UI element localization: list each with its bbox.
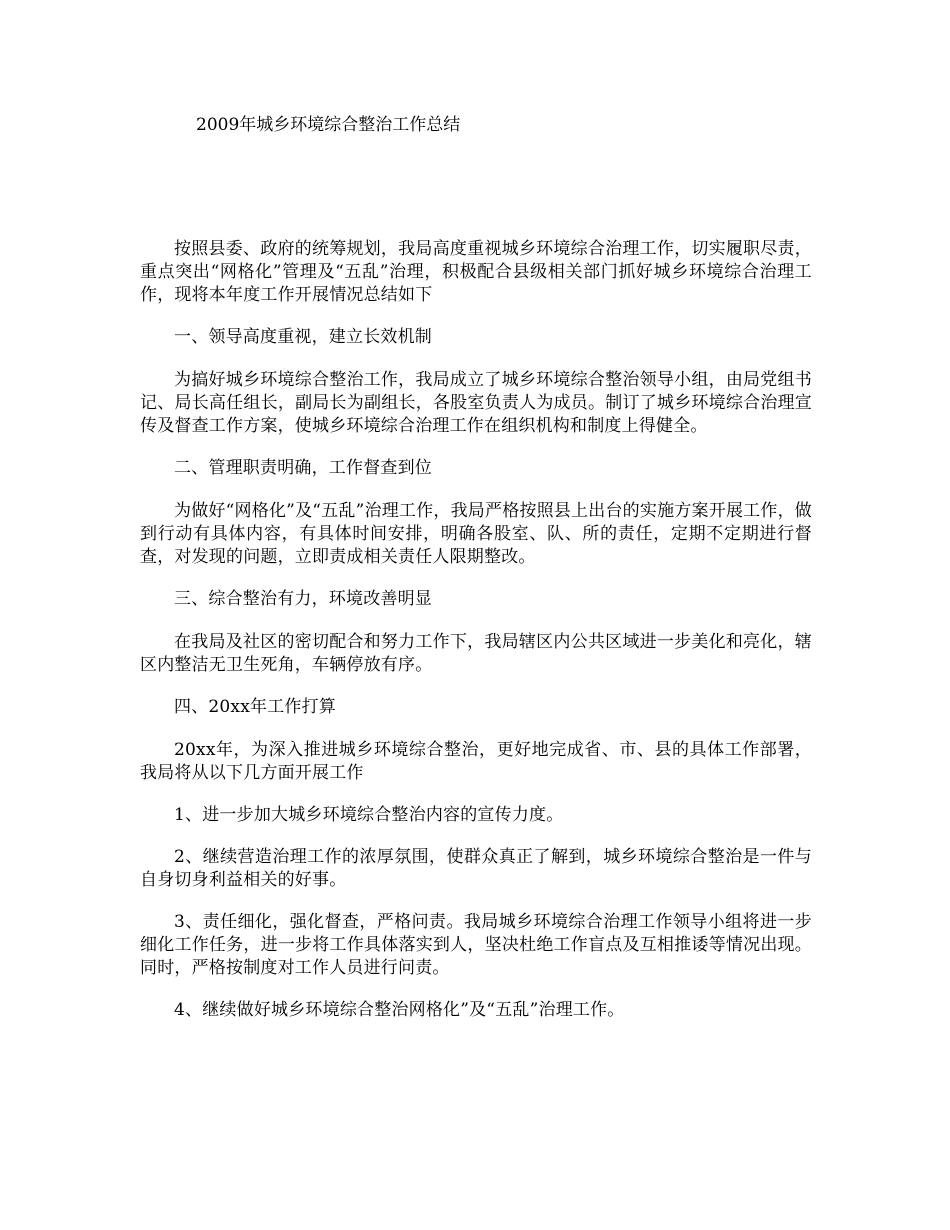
section-heading-1: 一、领导高度重视，建立长效机制: [174, 327, 432, 347]
list-item-4: 4、继续做好城乡环境综合整治网格化”及“五乱”治理工作。: [174, 1000, 625, 1020]
paragraph-section-4: 20xx年，为深入推进城乡环境综合整治，更好地完成省、市、县的具体工作部署，我局将从以下几方面开展工作: [140, 740, 812, 783]
list-item-1: 1、进一步加大城乡环境综合整治内容的宣传力度。: [174, 805, 564, 825]
section-heading-4: 四、20xx年工作打算: [174, 697, 337, 717]
list-item-2: 2、继续营造治理工作的浓厚氛围，使群众真正了解到，城乡环境综合整治是一件与自身切身利益相关的好事。: [140, 847, 812, 890]
paragraph-section-2: 为做好“网格化”及“五乱”治理工作，我局严格按照县上出台的实施方案开展工作，做到行动有具体内容，有具体时间安排，明确各股室、队、所的责任，定期不定期进行督查，对发现的问题，立即责成相关责任人限期整改。: [140, 501, 812, 567]
list-item-3: 3、责任细化，强化督查，严格问责。我局城乡环境综合治理工作领导小组将进一步细化工作任务，进一步将工作具体落实到人，坚决杜绝工作盲点及互相推诿等情况出现。同时，严格按制度对工作人员进行问责。: [140, 912, 812, 978]
document-title: 2009年城乡环境综合整治工作总结: [196, 115, 461, 135]
section-heading-2: 二、管理职责明确，工作督查到位: [174, 458, 432, 478]
paragraph-section-1: 为搞好城乡环境综合整治工作，我局成立了城乡环境综合整治领导小组，由局党组书记、局长高任组长，副局长为副组长，各股室负责人为成员。制订了城乡环境综合治理宣传及督查工作方案，使城乡环境综合治理工作在组织机构和制度上得健全。: [140, 370, 812, 436]
paragraph-intro: 按照县委、政府的统筹规划，我局高度重视城乡环境综合治理工作，切实履职尽责，重点突出“网格化”管理及“五乱”治理，积极配合县级相关部门抓好城乡环境综合治理工作，现将本年度工作开展情况总结如下: [140, 239, 812, 305]
document-body: [140, 238, 812, 1041]
section-heading-3: 三、综合整治有力，环境改善明显: [174, 589, 432, 609]
paragraph-section-3: 在我局及社区的密切配合和努力工作下，我局辖区内公共区域进一步美化和亮化，辖区内整洁无卫生死角，车辆停放有序。: [140, 632, 812, 675]
